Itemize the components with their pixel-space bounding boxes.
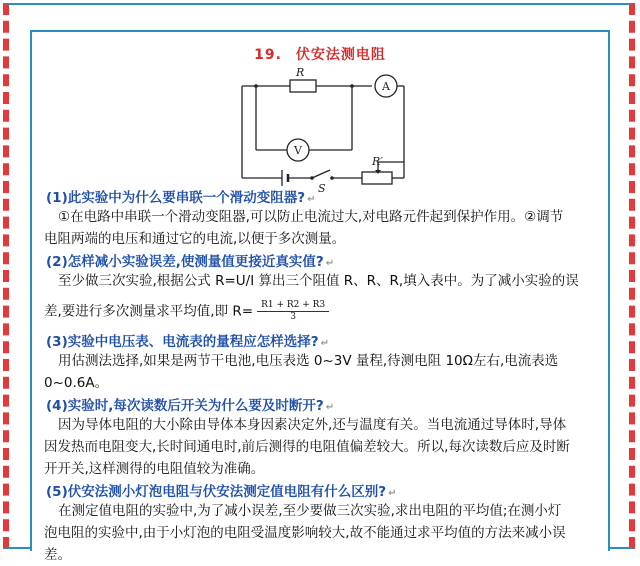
answer-4-line-2: 因发热而电阻变大,长时间通电时,前后测得的电阻值偏差较大。所以,每次读数后应及时断 (44, 439, 570, 455)
answer-2-line-1: 至少做三次实验,根据公式 R=U/I 算出三个阻值 R、R、R,填入表中。为了减小实验的误 (58, 273, 579, 289)
question-4: (4)实验时,每次读数后开关为什么要及时断开? ↵ (46, 398, 335, 414)
label-Rprime: R′ (372, 155, 383, 168)
answer-2-line-2: 差,要进行多次测量求平均值,即 R= $\frac{R1 + R2 + R3}{3}$ (44, 300, 329, 323)
content-panel (30, 30, 610, 563)
question-5: (5)伏安法测小灯泡电阻与伏安法测定值电阻有什么区别? ↵ (46, 484, 397, 500)
title-number: 19. (254, 47, 282, 63)
answer-1-line-2: 电阻两端的电压和通过它的电流,以便于多次测量。 (44, 231, 346, 247)
question-3: (3)实验中电压表、电流表的量程应怎样选择? ↵ (46, 334, 329, 350)
answer-5-line-2: 泡电阻的实验中,由于小灯泡的电阻受温度影响较大,故不能通过求平均值的方法来减小误 (44, 525, 566, 541)
answer-3-line-1: 用估测法选择,如果是两节干电池,电压表选 0~3V 量程,待测电阻 10Ω左右,电流表选 (58, 353, 559, 369)
average-formula: $\frac{R1 + R2 + R3}{3}$ (257, 300, 329, 323)
label-A: A (382, 80, 390, 93)
question-1: (1)此实验中为什么要串联一个滑动变阻器? ↵ (46, 190, 316, 206)
resistor-R (290, 80, 316, 92)
label-V: V (294, 144, 302, 157)
title-text: 伏安法测电阻 (295, 47, 386, 63)
label-S: S (318, 182, 326, 195)
circuit-diagram (232, 66, 412, 196)
answer-4-line-1: 因为导体电阻的大小除由导体本身因素决定外,还与温度有关。当电流通过导体时,导体 (58, 417, 567, 433)
answer-1-line-1: ①在电路中串联一个滑动变阻器,可以防止电流过大,对电路元件起到保护作用。②调节 (58, 209, 564, 225)
answer-3-line-2: 0~0.6A。 (44, 375, 109, 391)
answer-5-line-1: 在测定值电阻的实验中,为了减小误差,至少要做三次实验,求出电阻的平均值;在测小灯 (58, 503, 562, 519)
page-title (32, 44, 608, 64)
label-R: R (296, 66, 305, 79)
rheostat (362, 172, 392, 184)
answer-4-line-3: 开开关,这样测得的电阻值较为准确。 (44, 461, 265, 477)
switch-blade (312, 170, 330, 178)
answer-5-line-3: 差。 (44, 547, 71, 563)
question-2: (2)怎样减小实验误差,使测量值更接近真实值? ↵ (46, 254, 335, 270)
